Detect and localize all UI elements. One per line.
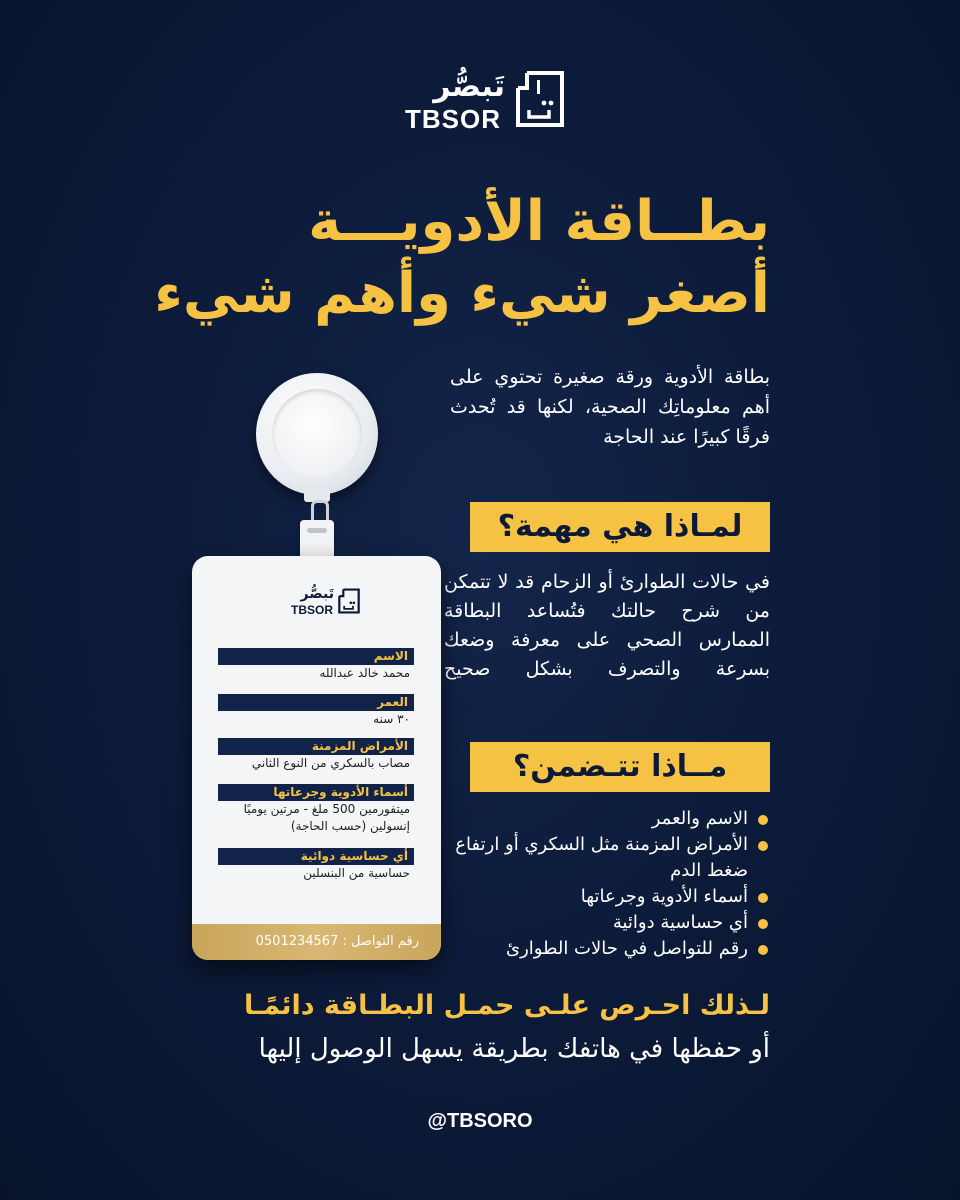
card-brand-english: TBSOR (291, 603, 333, 617)
logo-mark-icon (338, 588, 360, 614)
brand-name-arabic: تَبصُّر (433, 69, 505, 104)
card-field-age (218, 694, 414, 728)
card-contact: رقم التواصل : 0501234567 (192, 924, 441, 960)
list-item: رقم للتواصل في حالات الطوارئ (440, 936, 770, 962)
field-label: العمر (218, 694, 414, 711)
badge-reel-icon (256, 373, 378, 495)
medication-card (192, 556, 441, 960)
card-field-medications (218, 784, 414, 835)
list-item: أي حساسية دوائية (440, 910, 770, 936)
field-value: ميتفورمين 500 ملغ - مرتين يوميًا (243, 802, 410, 816)
field-label: الأمراض المزمنة (218, 738, 414, 755)
why-heading-badge: لمـاذا هي مهمة؟ (470, 502, 770, 552)
field-label: الاسم (218, 648, 414, 665)
includes-list (440, 806, 770, 962)
card-field-allergy (218, 848, 414, 882)
brand-name-english: TBSOR (405, 104, 501, 134)
field-label: أي حساسية دوائية (218, 848, 414, 865)
card-logo (280, 586, 360, 626)
field-value: ٣٠ سنه (373, 712, 410, 726)
field-value-2: إنسولين (حسب الحاجة) (290, 819, 410, 833)
list-item: الاسم والعمر (440, 806, 770, 832)
card-field-name (218, 648, 414, 682)
footer-line-2: أو حفظها في هاتفك بطريقة يسهل الوصول إليها (258, 1034, 770, 1064)
logo-mark-icon (515, 70, 565, 128)
field-value: حساسية من البنسلين (303, 866, 410, 880)
field-value: مصاب بالسكري من النوع الثاني (251, 756, 410, 770)
social-handle: @TBSORO (427, 1110, 533, 1132)
field-value: محمد خالد عبدالله (319, 666, 410, 680)
footer-line-1: لـذلك احـرص علـى حمـل البطـاقة دائمًـا (243, 990, 770, 1021)
list-item: أسماء الأدوية وجرعاتها (440, 884, 770, 910)
strap-hole (307, 528, 327, 533)
intro-paragraph: بطاقة الأدوية ورقة صغيرة تحتوي على أهم معلوماتِك الصحية، لكنها قد تُحدث فرقًا كبيرًا عند الحاجة (450, 366, 770, 448)
field-label: أسماء الأدوية وجرعاتها (218, 784, 414, 801)
title-line-1: بطــاقة الأدويـــة (308, 189, 770, 254)
includes-heading-badge: مــاذا تتـضمن؟ (470, 742, 770, 792)
card-field-chronic (218, 738, 414, 772)
brand-logo (395, 70, 565, 132)
list-item: الأمراض المزمنة مثل السكري أو ارتفاع ضغط الدم (440, 832, 770, 884)
badge-reel-cap (272, 389, 362, 479)
title-line-2: أصغر شيء وأهم شيء (154, 261, 770, 326)
card-strap (300, 520, 334, 560)
why-paragraph: في حالات الطوارئ أو الزحام قد لا تتمكن من شرح حالتك فتُساعد البطاقة الممارس الصحي على معرفة وضعك بسرعة والتصرف بشكل صحيح (444, 571, 770, 680)
card-brand-arabic: تَبصُّر (300, 586, 334, 602)
